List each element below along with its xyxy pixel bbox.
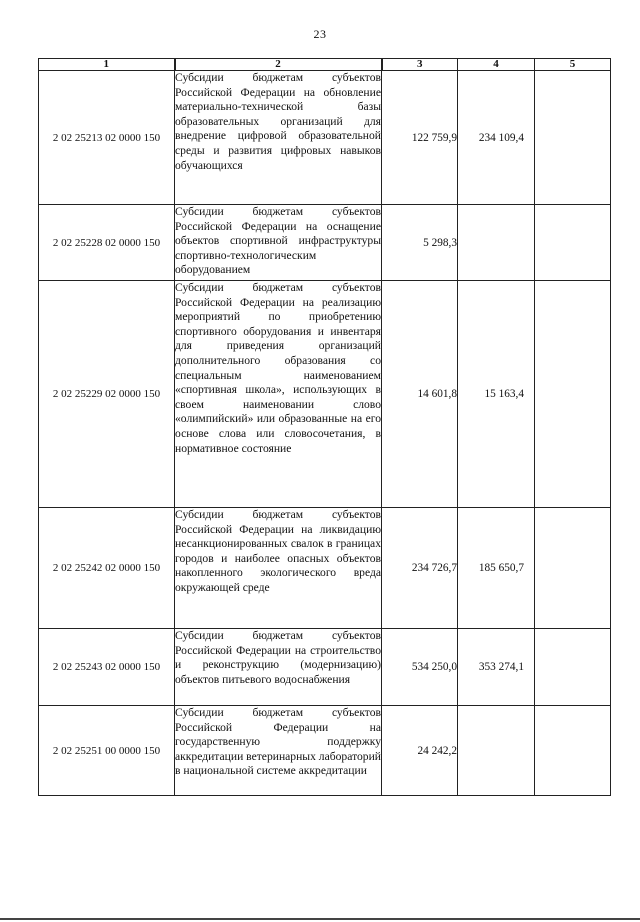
value-col4-cell [458, 706, 535, 796]
value-col5-cell [535, 706, 611, 796]
scan-bottom-edge [0, 918, 640, 920]
table-row [39, 706, 611, 796]
description-cell: Субсидии бюджетам субъектов Российской Федерации на государственную поддержку аккредитации ветеринарных лабораторий в национальной системе аккредитации [175, 706, 382, 796]
value-col3-cell: 14 601,8 [382, 281, 458, 508]
value-col4-cell: 234 109,4 [458, 71, 535, 205]
value-col4-cell: 353 274,1 [458, 629, 535, 706]
description-cell: Субсидии бюджетам субъектов Российской Федерации на оснащение объектов спортивной инфраструктуры спортивно-технологическим оборудованием [175, 205, 382, 281]
budget-code-cell: 2 02 25242 02 0000 150 [39, 508, 175, 629]
value-col5-cell [535, 629, 611, 706]
budget-code-cell: 2 02 25229 02 0000 150 [39, 281, 175, 508]
table-row [39, 281, 611, 508]
description-cell: Субсидии бюджетам субъектов Российской Федерации на ликвидацию несанкционированных свалок в границах городов и наиболее опасных объектов накопленного экологического вреда окружающей среде [175, 508, 382, 629]
table-row [39, 508, 611, 629]
value-col3-cell: 5 298,3 [382, 205, 458, 281]
table-row [39, 71, 611, 205]
header-col-2: 2 [175, 59, 382, 71]
value-col3-cell: 534 250,0 [382, 629, 458, 706]
table-row [39, 205, 611, 281]
value-col4-cell: 185 650,7 [458, 508, 535, 629]
value-col3-cell: 234 726,7 [382, 508, 458, 629]
description-cell: Субсидии бюджетам субъектов Российской Федерации на обновление материально-технической базы образовательных организаций для внедрение цифровой образовательной среды и развития цифровых навыков обучающихся [175, 71, 382, 205]
header-col-5: 5 [535, 59, 611, 71]
page-number: 23 [313, 27, 327, 41]
budget-code-cell: 2 02 25251 00 0000 150 [39, 706, 175, 796]
description-cell: Субсидии бюджетам субъектов Российской Федерации на реализацию мероприятий по приобретению спортивного оборудования и инвентаря для приведения организаций дополнительного образования со специальным наименованием «спортивная школа», использующих в своем наименовании слово «олимпийский» или образованные на его основе слова или словосочетания, в нормативное состояние [175, 281, 382, 508]
value-col5-cell [535, 508, 611, 629]
value-col4-cell [458, 205, 535, 281]
value-col4-cell: 15 163,4 [458, 281, 535, 508]
value-col5-cell [535, 71, 611, 205]
value-col5-cell [535, 205, 611, 281]
budget-code-cell: 2 02 25228 02 0000 150 [39, 205, 175, 281]
value-col5-cell [535, 281, 611, 508]
header-col-1: 1 [39, 59, 175, 71]
header-col-3: 3 [382, 59, 458, 71]
value-col3-cell: 24 242,2 [382, 706, 458, 796]
table-row [39, 629, 611, 706]
budget-code-cell: 2 02 25213 02 0000 150 [39, 71, 175, 205]
description-cell: Субсидии бюджетам субъектов Российской Федерации на строительство и реконструкцию (модернизацию) объектов питьевого водоснабжения [175, 629, 382, 706]
header-row [39, 59, 611, 71]
budget-code-cell: 2 02 25243 02 0000 150 [39, 629, 175, 706]
value-col3-cell: 122 759,9 [382, 71, 458, 205]
header-col-4: 4 [458, 59, 535, 71]
budget-table [38, 58, 611, 796]
